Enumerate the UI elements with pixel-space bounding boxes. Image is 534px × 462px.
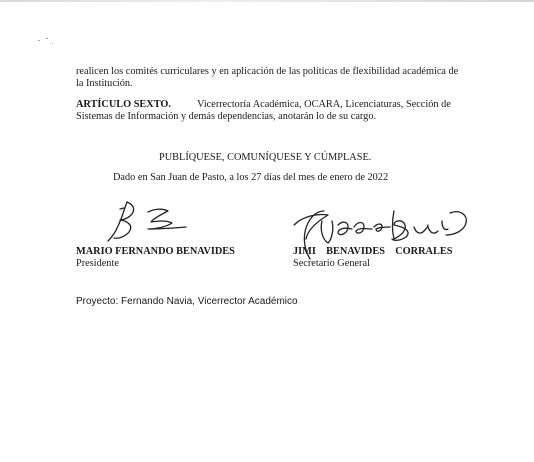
scan-speck [52, 43, 53, 44]
intro-paragraph [76, 66, 468, 90]
signatory-name-president: MARIO FERNANDO BENAVIDES [76, 246, 235, 257]
date-line: Dado en San Juan de Pasto, a los 27 días del mes de enero de 2022 [113, 172, 389, 183]
scan-speck [46, 38, 48, 39]
article-sexto-paragraph [76, 99, 468, 123]
project-line: Proyecto: Fernando Navia, Vicerrector Académico [76, 296, 298, 307]
signatory-role-secretary: Secretario General [293, 258, 370, 269]
article-line-1 [76, 99, 468, 111]
scan-speck [38, 40, 40, 41]
intro-paragraph-line-2: la Institución. [76, 78, 133, 89]
article-heading: ARTÍCULO SEXTO. [76, 99, 172, 110]
scan-top-edge [0, 0, 534, 2]
article-line-1-text: Vicerrectoría Académica, OCARA, Licenciaturas, Sección de [197, 99, 451, 110]
closing-formula: PUBLÍQUESE, COMUNÍQUESE Y CÚMPLASE. [159, 152, 372, 163]
article-line-2: Sistemas de Información y demás dependencias, anotarán lo de su cargo. [76, 111, 377, 122]
intro-paragraph-line-1: realicen los comités curriculares y en aplicación de las políticas de flexibilidad académica de [76, 66, 459, 77]
signatory-role-president: Presidente [76, 258, 119, 269]
signatory-name-secretary: JIMI BENAVIDES CORRALES [293, 246, 453, 257]
